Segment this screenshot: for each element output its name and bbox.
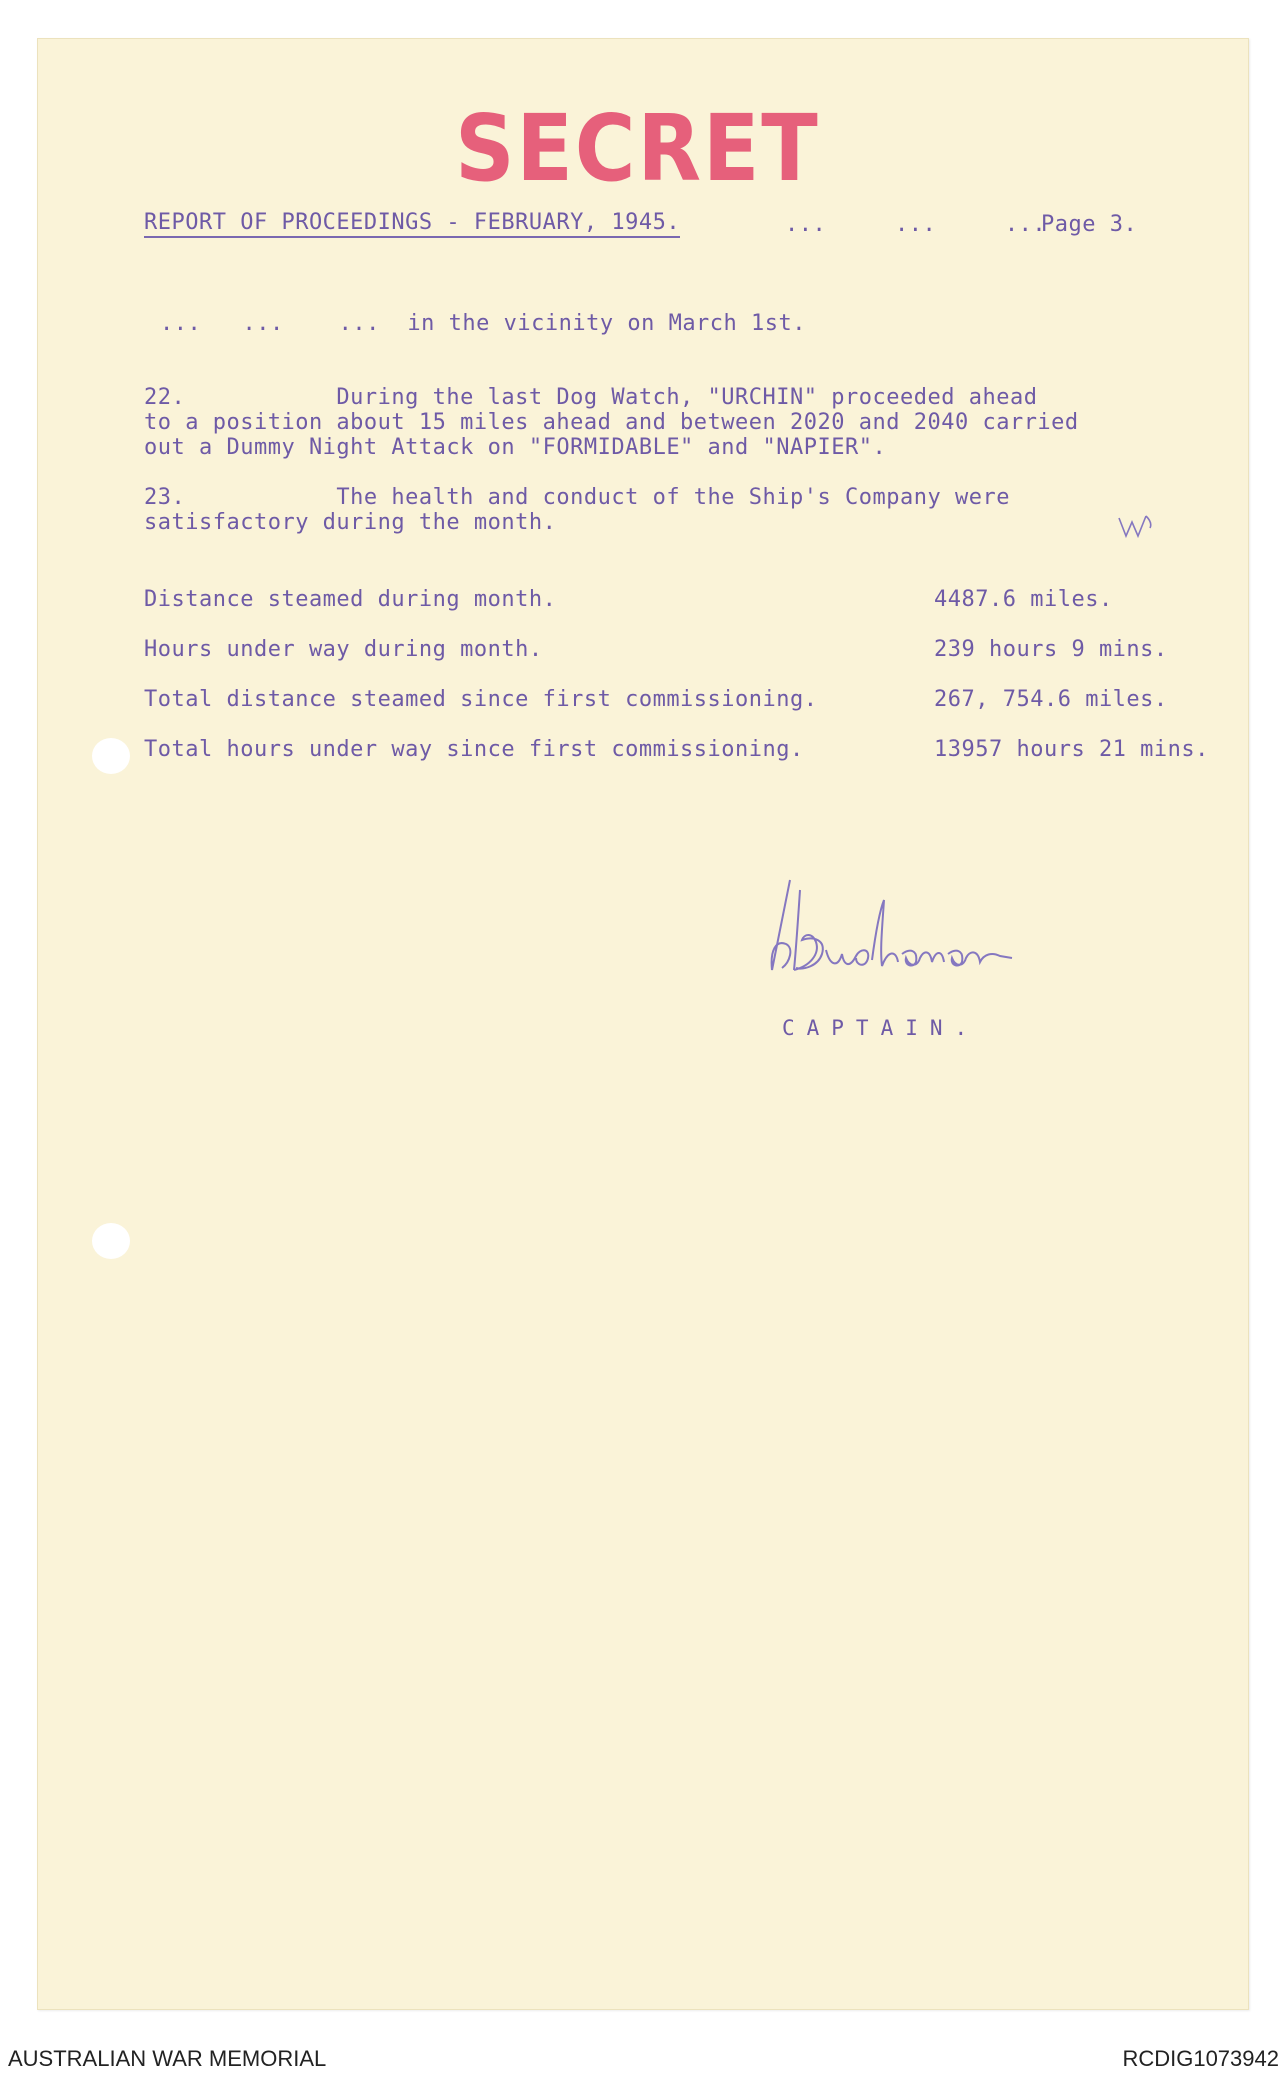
report-title: REPORT OF PROCEEDINGS - FEBRUARY, 1945. xyxy=(144,210,680,238)
header-dots: ... ... ... xyxy=(785,212,1047,237)
stat-value-hours-total: 13957 hours 21 mins. xyxy=(934,737,1209,762)
handwritten-initial xyxy=(1116,512,1156,542)
captain-title: CAPTAIN. xyxy=(782,1016,980,1040)
footer-source: AUSTRALIAN WAR MEMORIAL xyxy=(8,2046,327,2071)
continuation-line: ... ... ... in the vicinity on March 1st. xyxy=(160,311,807,336)
stat-value-distance-month: 4487.6 miles. xyxy=(934,587,1113,612)
paragraph-22: 22. During the last Dog Watch, "URCHIN" proceeded ahead to a position about 15 miles ahead and between 2020 and 2040 carried out a Dummy Night Attack on "FORMIDABLE" and "NAPIER". xyxy=(144,385,1079,460)
stat-value-hours-month: 239 hours 9 mins. xyxy=(934,637,1168,662)
captain-signature xyxy=(760,870,1060,990)
punch-hole xyxy=(92,738,130,774)
footer-identifier: RCDIG1073942 xyxy=(1122,2046,1279,2071)
stat-label-hours-total: Total hours under way since first commissioning. xyxy=(144,737,804,762)
stat-value-distance-total: 267, 754.6 miles. xyxy=(934,687,1168,712)
punch-hole xyxy=(92,1223,130,1259)
stat-label-distance-month: Distance steamed during month. xyxy=(144,587,557,612)
stat-label-distance-total: Total distance steamed since first commissioning. xyxy=(144,687,818,712)
secret-stamp: SECRET xyxy=(455,95,820,202)
stat-label-hours-month: Hours under way during month. xyxy=(144,637,543,662)
paragraph-23: 23. The health and conduct of the Ship's Company were satisfactory during the month. xyxy=(144,485,1010,535)
page-number: Page 3. xyxy=(1041,212,1138,237)
